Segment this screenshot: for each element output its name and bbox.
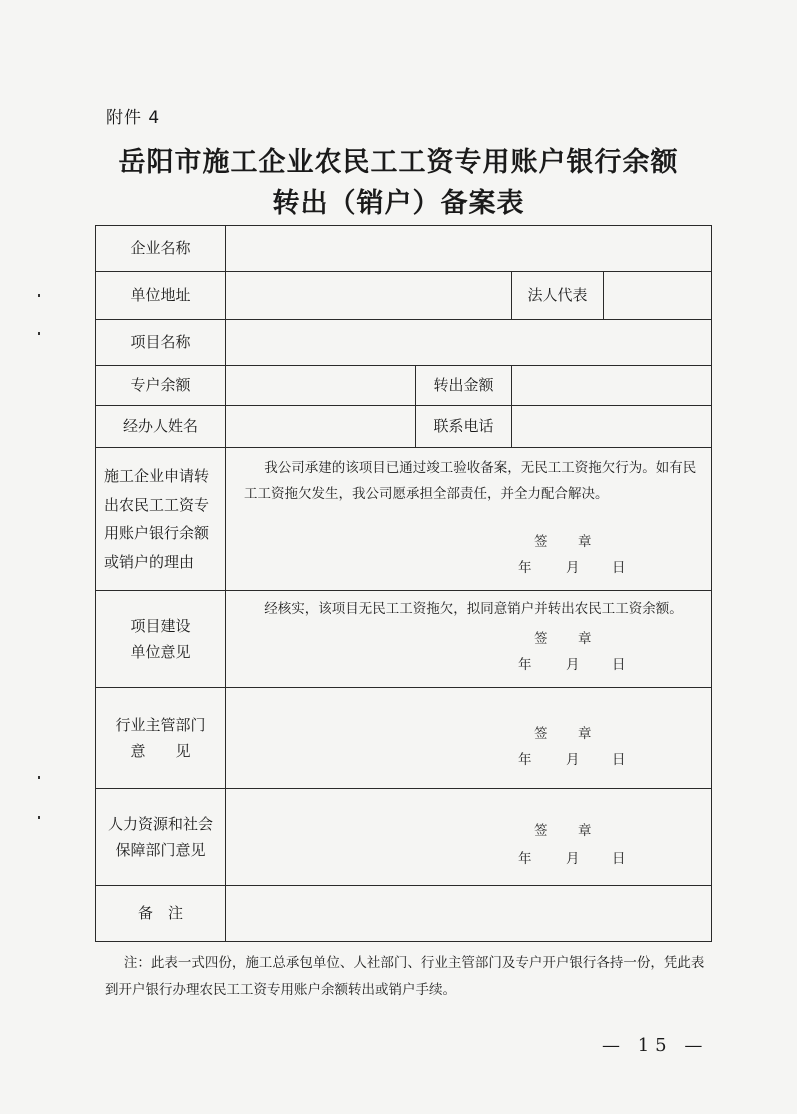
handler-name-field[interactable] bbox=[226, 406, 416, 448]
construction-unit-cell[interactable] bbox=[226, 591, 712, 688]
transfer-amount-label: 转出金额 bbox=[416, 366, 512, 406]
construction-unit-label bbox=[96, 591, 226, 688]
reason-cell[interactable] bbox=[226, 448, 712, 591]
reason-statement: 我公司承建的该项目已通过竣工验收备案，无民工工资拖欠行为。如有民工工资拖欠发生，我公司愿承担全部责任，并全力配合解决。 bbox=[244, 460, 697, 502]
hr-dept-cell[interactable] bbox=[226, 789, 712, 886]
address-label: 单位地址 bbox=[96, 272, 226, 320]
row-remarks bbox=[96, 886, 712, 942]
hr-dept-label-line: 保障部门意见 bbox=[115, 841, 206, 859]
industry-dept-label bbox=[96, 688, 226, 789]
project-name-field[interactable] bbox=[226, 320, 712, 366]
month-label: 月 bbox=[566, 560, 580, 576]
year-label: 年 bbox=[518, 560, 532, 576]
day-label: 日 bbox=[612, 851, 626, 867]
remarks-field[interactable] bbox=[226, 886, 712, 942]
month-label: 月 bbox=[566, 657, 580, 673]
transfer-amount-field[interactable] bbox=[512, 366, 712, 406]
attachment-label: 附件 4 bbox=[106, 108, 161, 128]
filing-form-table bbox=[95, 225, 712, 942]
remarks-label: 备 注 bbox=[96, 886, 226, 942]
form-title-line2: 转出（销户）备案表 bbox=[272, 188, 525, 219]
day-label: 日 bbox=[612, 752, 626, 768]
legal-rep-field[interactable] bbox=[604, 272, 712, 320]
seal-label: 章 bbox=[578, 534, 592, 550]
seal-label: 章 bbox=[578, 823, 592, 839]
hr-dept-label bbox=[96, 789, 226, 886]
hr-dept-label-line: 人力资源和社会 bbox=[107, 814, 213, 833]
sign-label: 签 bbox=[534, 534, 548, 550]
year-label: 年 bbox=[518, 851, 532, 867]
handler-name-label: 经办人姓名 bbox=[96, 406, 226, 448]
reason-label bbox=[96, 448, 226, 591]
month-label: 月 bbox=[566, 752, 580, 768]
construction-unit-label-line: 单位意见 bbox=[130, 643, 191, 661]
month-label: 月 bbox=[566, 851, 580, 867]
scan-speck bbox=[38, 776, 40, 779]
day-label: 日 bbox=[612, 560, 626, 576]
reason-label-line: 用账户银行余额 bbox=[104, 524, 210, 542]
industry-dept-label-line: 意 见 bbox=[130, 742, 191, 760]
page-number: — 15 — bbox=[602, 1035, 709, 1056]
scan-speck bbox=[38, 294, 40, 297]
phone-field[interactable] bbox=[512, 406, 712, 448]
row-construction-unit bbox=[96, 591, 712, 688]
industry-dept-cell[interactable] bbox=[226, 688, 712, 789]
construction-unit-label-line: 项目建设 bbox=[130, 616, 191, 635]
day-label: 日 bbox=[612, 657, 626, 673]
year-label: 年 bbox=[518, 657, 532, 673]
legal-rep-label: 法人代表 bbox=[512, 272, 604, 320]
project-name-label: 项目名称 bbox=[96, 320, 226, 366]
sign-label: 签 bbox=[534, 631, 548, 647]
scan-speck bbox=[38, 332, 40, 335]
sign-label: 签 bbox=[534, 823, 548, 839]
sign-label: 签 bbox=[534, 726, 548, 742]
reason-label-line: 施工企业申请转 bbox=[104, 467, 210, 485]
seal-label: 章 bbox=[578, 631, 592, 647]
balance-field[interactable] bbox=[226, 366, 416, 406]
balance-label: 专户余额 bbox=[96, 366, 226, 406]
row-reason bbox=[96, 448, 712, 591]
company-name-field[interactable] bbox=[226, 226, 712, 272]
row-project-name bbox=[96, 320, 712, 366]
form-title-line1: 岳阳市施工企业农民工工资专用账户银行余额 bbox=[118, 147, 679, 178]
scan-speck bbox=[38, 816, 40, 819]
reason-label-line: 或销户的理由 bbox=[104, 552, 195, 571]
footnote: 注：此表一式四份，施工总承包单位、人社部门、行业主管部门及专户开户银行各持一份，凭此表到开户银行办理农民工工资专用账户余额转出或销户手续。 bbox=[105, 955, 705, 998]
row-industry-dept bbox=[96, 688, 712, 789]
row-hr-dept bbox=[96, 789, 712, 886]
company-name-label: 企业名称 bbox=[96, 226, 226, 272]
address-field[interactable] bbox=[226, 272, 512, 320]
industry-dept-label-line: 行业主管部门 bbox=[115, 715, 206, 734]
row-handler bbox=[96, 406, 712, 448]
year-label: 年 bbox=[518, 752, 532, 768]
row-company-name bbox=[96, 226, 712, 272]
row-address bbox=[96, 272, 712, 320]
construction-unit-statement: 经核实，该项目无民工工资拖欠，拟同意销户并转出农民工工资余额。 bbox=[264, 601, 683, 617]
row-balance bbox=[96, 366, 712, 406]
reason-label-line: 出农民工工资专 bbox=[104, 495, 210, 514]
seal-label: 章 bbox=[578, 726, 592, 742]
phone-label: 联系电话 bbox=[416, 406, 512, 448]
